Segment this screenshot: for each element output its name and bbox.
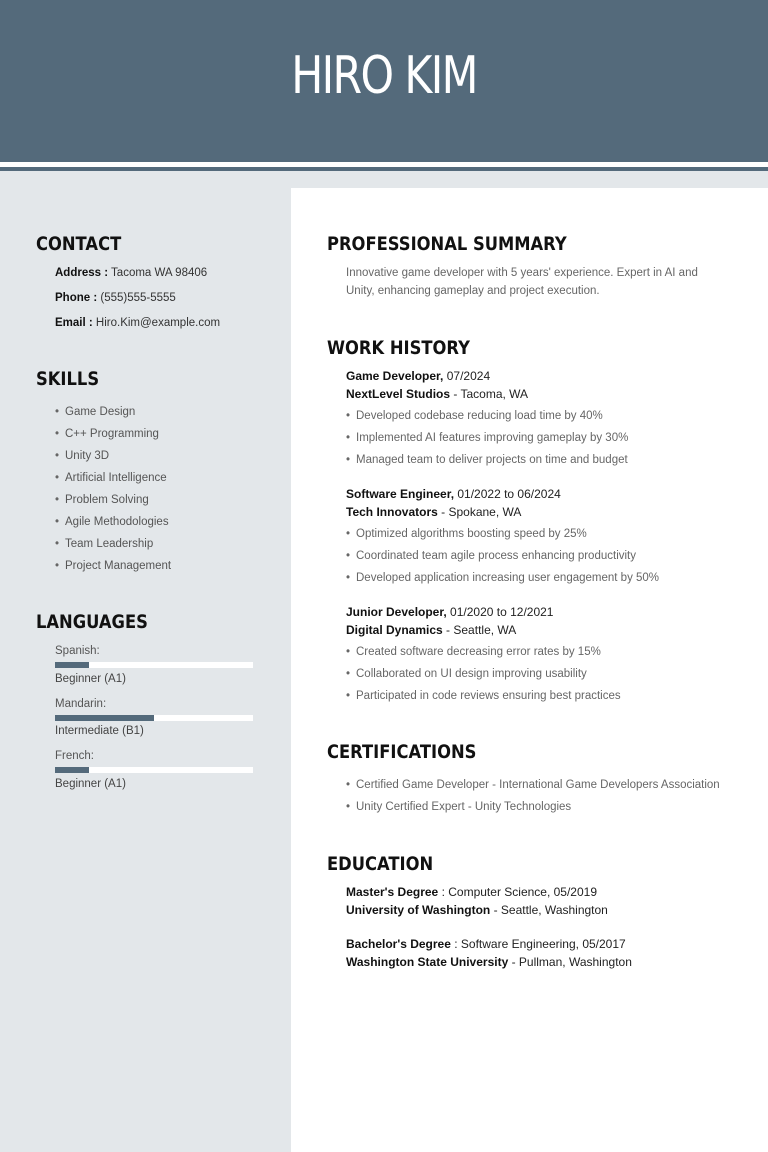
contact-email (55, 315, 220, 331)
job-title-line (346, 486, 561, 502)
languages-title: LANGUAGES (36, 611, 148, 633)
candidate-name: HIRO KIM (291, 46, 477, 106)
education-degree: Bachelor's Degree (346, 937, 451, 951)
education-school-line (346, 954, 632, 970)
job-title-line (346, 368, 490, 384)
sidebar (0, 188, 291, 1152)
job-role: Junior Developer, (346, 605, 447, 619)
job-bullet: • Participated in code reviews ensuring best practices (346, 688, 621, 704)
job-bullet: • Created software decreasing error rates by 15% (346, 644, 601, 660)
skill-item: • Artificial Intelligence (55, 470, 167, 486)
contact-phone (55, 290, 176, 306)
email-label: Email : (55, 317, 93, 329)
education-school-line (346, 902, 608, 918)
job-bullet: • Developed application increasing user engagement by 50% (346, 570, 659, 586)
skill-item: • Game Design (55, 404, 135, 420)
education-school: University of Washington (346, 903, 491, 917)
phone-label: Phone : (55, 292, 98, 304)
job-company-line (346, 504, 521, 520)
education-degree-line (346, 884, 597, 900)
language-level-mandarin: Intermediate (B1) (55, 725, 144, 737)
education-school: Washington State University (346, 955, 509, 969)
job-bullet: • Collaborated on UI design improving usability (346, 666, 587, 682)
job-dates: 01/2020 to 12/2021 (450, 605, 554, 619)
job-bullet: • Coordinated team agile process enhancing productivity (346, 548, 636, 564)
certification-item: • Unity Certified Expert - Unity Technologies (346, 799, 571, 815)
language-bar-french (55, 767, 253, 773)
phone-value: (555)555-5555 (100, 292, 176, 304)
education-title: EDUCATION (327, 853, 434, 875)
job-company-line (346, 622, 516, 638)
language-level-spanish: Beginner (A1) (55, 673, 126, 685)
skill-item: • Team Leadership (55, 536, 153, 552)
job-bullet: • Implemented AI features improving gameplay by 30% (346, 430, 628, 446)
contact-title: CONTACT (36, 233, 122, 255)
language-fill (55, 715, 154, 721)
contact-address (55, 265, 207, 281)
job-bullet: • Optimized algorithms boosting speed by 25% (346, 526, 587, 542)
job-company-line (346, 386, 528, 402)
language-name-spanish: Spanish: (55, 645, 100, 657)
education-field: : Computer Science, 05/2019 (441, 885, 598, 899)
job-dates: 01/2022 to 06/2024 (457, 487, 561, 501)
job-company: Tech Innovators (346, 505, 438, 519)
job-location: - Tacoma, WA (453, 387, 529, 401)
skills-title: SKILLS (36, 368, 100, 390)
header-banner (0, 0, 768, 162)
language-name-french: French: (55, 750, 94, 762)
summary-text: Innovative game developer with 5 years' experience. Expert in AI and Unity, enhancing gameplay and project execution. (346, 267, 698, 297)
address-label: Address : (55, 267, 109, 279)
job-location: - Seattle, WA (446, 623, 517, 637)
skill-item: • C++ Programming (55, 426, 159, 442)
language-bar-mandarin (55, 715, 253, 721)
job-dates: 07/2024 (446, 369, 491, 383)
language-level-french: Beginner (A1) (55, 778, 126, 790)
education-field: : Software Engineering, 05/2017 (454, 937, 626, 951)
job-company: NextLevel Studios (346, 387, 451, 401)
summary-title: PROFESSIONAL SUMMARY (327, 233, 567, 255)
language-fill (55, 767, 89, 773)
address-value: Tacoma WA 98406 (111, 267, 208, 279)
job-role: Game Developer, (346, 369, 444, 383)
skill-item: • Agile Methodologies (55, 514, 169, 530)
language-fill (55, 662, 89, 668)
skill-item: • Project Management (55, 558, 171, 574)
job-location: - Spokane, WA (441, 505, 522, 519)
skill-item: • Problem Solving (55, 492, 149, 508)
job-role: Software Engineer, (346, 487, 455, 501)
certification-item: • Certified Game Developer - International Game Developers Association (346, 777, 720, 793)
education-degree-line (346, 936, 626, 952)
language-bar-spanish (55, 662, 253, 668)
email-value: Hiro.Kim@example.com (95, 317, 221, 329)
job-company: Digital Dynamics (346, 623, 443, 637)
education-location: - Seattle, Washington (493, 903, 608, 917)
job-bullet: • Managed team to deliver projects on time and budget (346, 452, 628, 468)
education-location: - Pullman, Washington (511, 955, 632, 969)
certifications-title: CERTIFICATIONS (327, 741, 477, 763)
header-rule-light (0, 171, 768, 188)
education-degree: Master's Degree (346, 885, 439, 899)
work-title: WORK HISTORY (327, 337, 470, 359)
language-name-mandarin: Mandarin: (55, 698, 107, 710)
skill-item: • Unity 3D (55, 448, 109, 464)
job-title-line (346, 604, 553, 620)
job-bullet: • Developed codebase reducing load time by 40% (346, 408, 603, 424)
